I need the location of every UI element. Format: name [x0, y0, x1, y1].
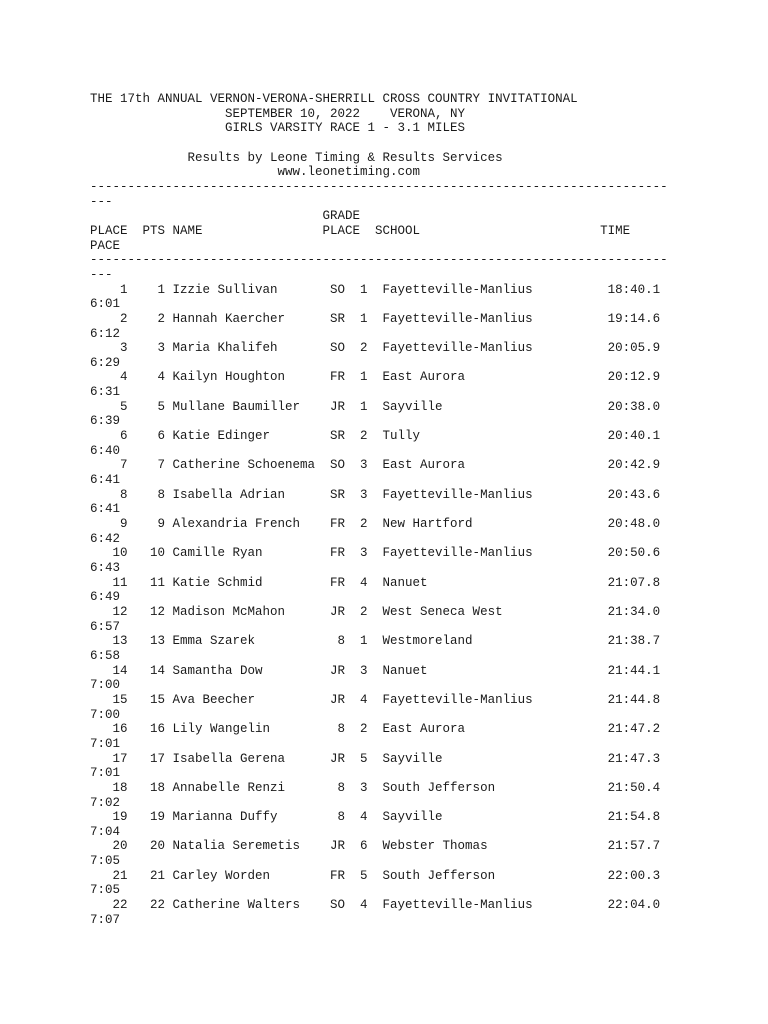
row-pace: 6:41	[90, 502, 121, 517]
table-row: 6 6 Katie Edinger SR 2 Tully 20:40.1	[90, 429, 661, 444]
table-row: 2 2 Hannah Kaercher SR 1 Fayetteville-Manlius 19:14.6	[90, 311, 661, 326]
blank-line	[90, 136, 668, 151]
table-row: 20 20 Natalia Seremetis JR 6 Webster Thomas 21:57.7	[90, 839, 661, 854]
row-pace: 7:00	[90, 707, 121, 722]
row-pace: 7:05	[90, 854, 121, 869]
row-pace: 7:07	[90, 912, 121, 927]
row-pace: 6:41	[90, 473, 121, 488]
row-pace: 6:40	[90, 443, 121, 458]
date-location-line: SEPTEMBER 10, 2022 VERONA, NY	[90, 106, 466, 121]
row-pace: 7:02	[90, 795, 121, 810]
separator: -----------------------------------------------------------------------------	[90, 253, 668, 268]
row-pace: 6:57	[90, 619, 121, 634]
table-row: 1 1 Izzie Sullivan SO 1 Fayetteville-Manlius 18:40.1	[90, 282, 661, 297]
table-row: 4 4 Kailyn Houghton FR 1 East Aurora 20:12.9	[90, 370, 661, 385]
table-row: 5 5 Mullane Baumiller JR 1 Sayville 20:38.0	[90, 399, 661, 414]
row-pace: 6:39	[90, 414, 121, 429]
row-pace: 6:12	[90, 326, 121, 341]
row-pace: 6:42	[90, 531, 121, 546]
table-row: 8 8 Isabella Adrian SR 3 Fayetteville-Manlius 20:43.6	[90, 487, 661, 502]
row-pace: 6:49	[90, 590, 121, 605]
separator-wrap: ---	[90, 194, 113, 209]
table-row: 15 15 Ava Beecher JR 4 Fayetteville-Manlius 21:44.8	[90, 692, 661, 707]
row-pace: 6:58	[90, 648, 121, 663]
table-row: 19 19 Marianna Duffy 8 4 Sayville 21:54.8	[90, 810, 661, 825]
separator-wrap: ---	[90, 267, 113, 282]
table-row: 22 22 Catherine Walters SO 4 Fayetteville-Manlius 22:04.0	[90, 898, 661, 913]
pace-header: PACE	[90, 238, 121, 253]
row-pace: 7:01	[90, 736, 121, 751]
table-row: 10 10 Camille Ryan FR 3 Fayetteville-Manlius 20:50.6	[90, 546, 661, 561]
results-by-line: Results by Leone Timing & Results Services	[90, 150, 503, 165]
results-document	[90, 92, 668, 927]
row-pace: 7:00	[90, 678, 121, 693]
title-line: THE 17th ANNUAL VERNON-VERONA-SHERRILL CROSS COUNTRY INVITATIONAL	[90, 92, 578, 106]
column-headers: PLACE PTS NAME PLACE SCHOOL TIME	[90, 223, 631, 238]
row-pace: 6:29	[90, 355, 121, 370]
row-pace: 7:04	[90, 824, 121, 839]
table-row: 9 9 Alexandria French FR 2 New Hartford 20:48.0	[90, 517, 661, 532]
row-pace: 7:01	[90, 766, 121, 781]
row-pace: 6:43	[90, 561, 121, 575]
table-row: 7 7 Catherine Schoenema SO 3 East Aurora 20:42.9	[90, 458, 661, 473]
website-line: www.leonetiming.com	[90, 165, 421, 180]
race-line: GIRLS VARSITY RACE 1 - 3.1 MILES	[90, 121, 466, 136]
table-row: 13 13 Emma Szarek 8 1 Westmoreland 21:38.7	[90, 634, 661, 649]
table-row: 21 21 Carley Worden FR 5 South Jefferson 22:00.3	[90, 868, 661, 883]
row-pace: 6:01	[90, 297, 121, 312]
grade-header: GRADE	[90, 209, 361, 224]
table-row: 16 16 Lily Wangelin 8 2 East Aurora 21:47.2	[90, 722, 661, 737]
table-row: 14 14 Samantha Dow JR 3 Nanuet 21:44.1	[90, 663, 661, 678]
row-pace: 7:05	[90, 883, 121, 898]
table-row: 18 18 Annabelle Renzi 8 3 South Jefferson 21:50.4	[90, 780, 661, 795]
table-row: 3 3 Maria Khalifeh SO 2 Fayetteville-Manlius 20:05.9	[90, 341, 661, 356]
table-row: 17 17 Isabella Gerena JR 5 Sayville 21:47.3	[90, 751, 661, 766]
table-row: 11 11 Katie Schmid FR 4 Nanuet 21:07.8	[90, 575, 661, 590]
row-pace: 6:31	[90, 385, 121, 400]
table-row: 12 12 Madison McMahon JR 2 West Seneca West 21:34.0	[90, 604, 661, 619]
separator: -----------------------------------------------------------------------------	[90, 179, 668, 194]
